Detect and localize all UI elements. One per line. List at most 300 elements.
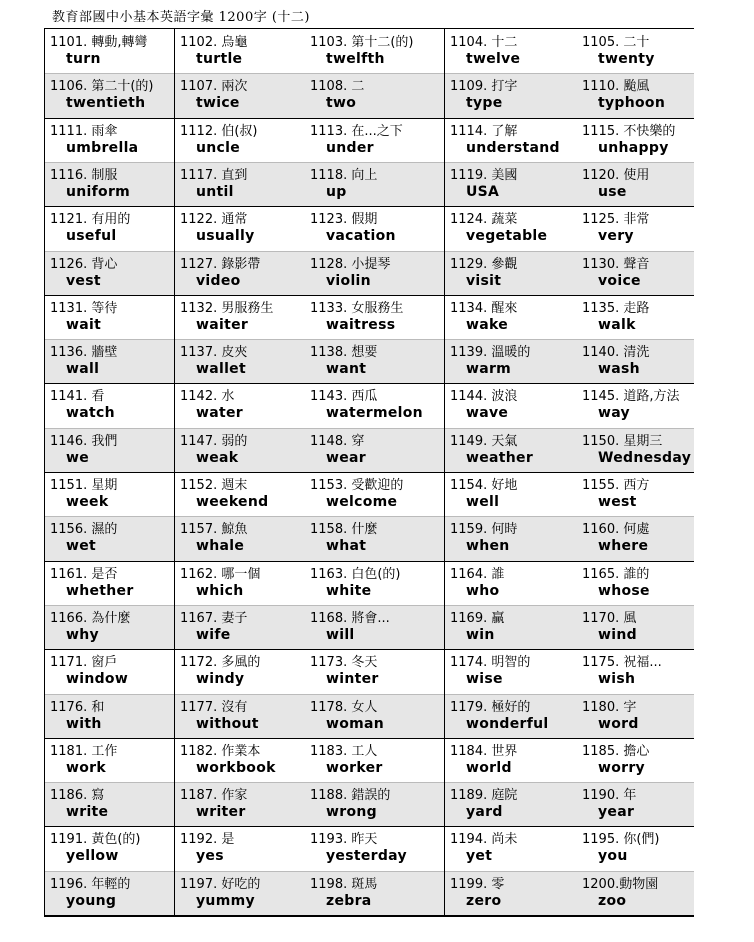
entry-word: will	[326, 626, 355, 643]
vocab-entry	[444, 339, 576, 383]
table-row	[44, 206, 694, 250]
entry-number-meaning: 1111. 雨傘	[50, 123, 118, 139]
entry-word: watermelon	[326, 405, 423, 422]
entry-word: waiter	[196, 316, 249, 333]
row-divider	[44, 782, 694, 783]
entry-word: word	[598, 715, 639, 732]
entry-number-meaning: 1199. 零	[450, 876, 505, 892]
entry-number-meaning: 1128. 小提琴	[310, 256, 391, 272]
row-divider	[44, 206, 694, 207]
entry-word: window	[66, 671, 129, 688]
entry-word: we	[66, 449, 90, 466]
entry-number-meaning: 1108. 二	[310, 79, 365, 95]
vocab-entry	[444, 162, 576, 206]
entry-number-meaning: 1109. 打字	[450, 79, 518, 95]
entry-word: whether	[66, 582, 134, 599]
vocab-entry	[576, 206, 694, 250]
row-divider	[44, 738, 694, 739]
entry-number-meaning: 1180. 字	[582, 699, 637, 715]
entry-number-meaning: 1134. 醒來	[450, 300, 518, 316]
column-divider	[174, 29, 175, 915]
entry-word: yesterday	[326, 848, 407, 865]
entry-word: voice	[598, 272, 641, 289]
entry-word: unhappy	[598, 139, 669, 156]
entry-number-meaning: 1143. 西瓜	[310, 389, 378, 405]
entry-number-meaning: 1151. 星期	[50, 478, 118, 493]
entry-number-meaning: 1139. 溫暖的	[450, 345, 531, 361]
table-row	[44, 871, 694, 915]
row-divider	[44, 339, 694, 340]
vocab-entry	[576, 73, 694, 117]
entry-number-meaning: 1200.動物園	[582, 876, 659, 892]
entry-word: worry	[598, 759, 645, 776]
entry-number-meaning: 1173. 冬天	[310, 655, 378, 671]
entry-word: walk	[598, 316, 636, 333]
entry-number-meaning: 1117. 直到	[180, 167, 248, 183]
entry-word: typhoon	[598, 95, 666, 112]
vocab-entry	[44, 738, 174, 782]
vocab-entry	[44, 118, 174, 162]
entry-word: umbrella	[66, 139, 139, 156]
vocab-entry	[174, 472, 304, 516]
vocab-entry	[576, 428, 694, 472]
entry-word: write	[66, 804, 109, 821]
vocab-entry	[44, 295, 174, 339]
entry-number-meaning: 1135. 走路	[582, 300, 650, 316]
vocab-entry	[304, 561, 444, 605]
vocab-entry	[576, 871, 694, 915]
entry-number-meaning: 1127. 錄影帶	[180, 256, 261, 272]
entry-word: workbook	[196, 759, 276, 776]
entry-number-meaning: 1185. 擔心	[582, 743, 650, 759]
table-row	[44, 561, 694, 605]
entry-word: winter	[326, 671, 379, 688]
entry-word: what	[326, 538, 367, 555]
vocab-entry	[174, 251, 304, 295]
entry-word: wet	[66, 538, 97, 555]
entry-number-meaning: 1145. 道路,方法	[582, 389, 680, 405]
entry-number-meaning: 1190. 年	[582, 788, 637, 804]
entry-number-meaning: 1176. 和	[50, 699, 105, 715]
entry-number-meaning: 1187. 作家	[180, 788, 248, 804]
vocab-entry	[576, 118, 694, 162]
entry-number-meaning: 1148. 穿	[310, 433, 365, 449]
entry-word: work	[66, 759, 106, 776]
vocab-entry	[44, 251, 174, 295]
entry-number-meaning: 1177. 沒有	[180, 699, 248, 715]
entry-number-meaning: 1160. 何處	[582, 522, 650, 538]
entry-number-meaning: 1113. 在...之下	[310, 123, 403, 139]
entry-word: turtle	[196, 51, 243, 67]
vocab-entry	[44, 428, 174, 472]
entry-word: USA	[466, 183, 500, 200]
entry-word: wallet	[196, 361, 246, 378]
entry-word: without	[196, 715, 259, 732]
entry-word: year	[598, 804, 635, 821]
row-divider	[44, 694, 694, 695]
entry-word: young	[66, 892, 117, 909]
entry-number-meaning: 1101. 轉動,轉彎	[50, 35, 148, 50]
entry-number-meaning: 1165. 誰的	[582, 566, 650, 582]
entry-number-meaning: 1195. 你(們)	[582, 832, 660, 848]
entry-word: twice	[196, 95, 240, 112]
entry-number-meaning: 1192. 是	[180, 832, 235, 848]
entry-word: windy	[196, 671, 245, 688]
vocab-entry	[174, 295, 304, 339]
table-row	[44, 649, 694, 693]
entry-word: understand	[466, 139, 560, 156]
entry-number-meaning: 1105. 二十	[582, 35, 650, 50]
entry-word: twentieth	[66, 95, 146, 112]
entry-word: under	[326, 139, 374, 156]
entry-number-meaning: 1138. 想要	[310, 345, 378, 361]
vocab-entry	[174, 73, 304, 117]
table-row	[44, 472, 694, 516]
entry-number-meaning: 1118. 向上	[310, 167, 378, 183]
entry-number-meaning: 1161. 是否	[50, 566, 118, 582]
entry-word: type	[466, 95, 503, 112]
entry-word: well	[466, 494, 500, 510]
vocab-entry	[304, 472, 444, 516]
entry-word: Wednesday	[598, 449, 692, 466]
vocab-entry	[444, 516, 576, 560]
vocab-entry	[576, 782, 694, 826]
entry-word: writer	[196, 804, 246, 821]
vocab-entry	[304, 649, 444, 693]
vocab-entry	[44, 29, 174, 73]
vocab-entry	[576, 295, 694, 339]
entry-word: want	[326, 361, 367, 378]
vocab-entry	[576, 561, 694, 605]
entry-word: why	[66, 626, 99, 643]
vocab-entry	[444, 73, 576, 117]
table-row	[44, 782, 694, 826]
entry-number-meaning: 1174. 明智的	[450, 655, 531, 671]
entry-word: whose	[598, 582, 650, 599]
vocab-entry	[174, 383, 304, 427]
row-divider	[44, 162, 694, 163]
table-row	[44, 339, 694, 383]
entry-number-meaning: 1124. 蔬菜	[450, 212, 518, 228]
entry-number-meaning: 1150. 星期三	[582, 433, 663, 449]
entry-number-meaning: 1178. 女人	[310, 699, 378, 715]
entry-word: white	[326, 582, 372, 599]
entry-number-meaning: 1144. 波浪	[450, 389, 518, 405]
entry-number-meaning: 1196. 年輕的	[50, 876, 131, 892]
entry-number-meaning: 1152. 週末	[180, 478, 248, 493]
entry-number-meaning: 1121. 有用的	[50, 212, 131, 228]
row-divider	[44, 472, 694, 473]
vocab-entry	[444, 871, 576, 915]
entry-word: very	[598, 228, 634, 245]
entry-word: wise	[466, 671, 503, 688]
vocab-entry	[174, 871, 304, 915]
row-divider	[44, 73, 694, 74]
row-divider	[44, 826, 694, 827]
entry-word: where	[598, 538, 649, 555]
row-divider	[44, 383, 694, 384]
vocab-entry	[444, 826, 576, 870]
table-row	[44, 383, 694, 427]
vocab-entry	[304, 295, 444, 339]
entry-word: usually	[196, 228, 255, 245]
vocab-entry	[444, 472, 576, 516]
vocab-entry	[174, 826, 304, 870]
entry-word: use	[598, 183, 627, 200]
entry-word: watch	[66, 405, 115, 422]
entry-word: yes	[196, 848, 224, 865]
vocab-entry	[304, 428, 444, 472]
vocab-entry	[576, 694, 694, 738]
vocab-entry	[304, 871, 444, 915]
entry-number-meaning: 1104. 十二	[450, 35, 518, 50]
entry-number-meaning: 1168. 將會...	[310, 610, 390, 626]
vocab-entry	[174, 428, 304, 472]
entry-number-meaning: 1137. 皮夾	[180, 345, 248, 361]
row-divider	[44, 516, 694, 517]
vocab-entry	[444, 428, 576, 472]
vocab-entry	[44, 826, 174, 870]
entry-word: useful	[66, 228, 117, 245]
vocab-entry	[444, 251, 576, 295]
entry-number-meaning: 1188. 錯誤的	[310, 788, 391, 804]
entry-word: yard	[466, 804, 503, 821]
vocab-entry	[174, 738, 304, 782]
vocab-entry	[304, 251, 444, 295]
entry-word: who	[466, 582, 500, 599]
entry-word: violin	[326, 272, 371, 289]
entry-word: water	[196, 405, 243, 422]
entry-number-meaning: 1167. 妻子	[180, 610, 248, 626]
row-divider	[44, 118, 694, 119]
entry-word: up	[326, 183, 347, 200]
entry-word: uniform	[66, 183, 131, 200]
entry-word: visit	[466, 272, 502, 289]
vocab-entry	[444, 29, 576, 73]
entry-number-meaning: 1198. 斑馬	[310, 876, 378, 892]
entry-number-meaning: 1129. 參觀	[450, 256, 518, 272]
entry-number-meaning: 1186. 寫	[50, 788, 105, 804]
vocab-entry	[174, 29, 304, 73]
entry-number-meaning: 1171. 窗戶	[50, 655, 118, 671]
entry-word: with	[66, 715, 102, 732]
entry-word: vegetable	[466, 228, 548, 245]
entry-word: video	[196, 272, 241, 289]
entry-number-meaning: 1126. 背心	[50, 256, 118, 272]
entry-number-meaning: 1179. 極好的	[450, 699, 531, 715]
vocab-entry	[576, 826, 694, 870]
vocab-entry	[174, 649, 304, 693]
vocabulary-table	[44, 28, 694, 917]
vocab-entry	[576, 339, 694, 383]
page-title: 教育部國中小基本英語字彙 1200字 (十二)	[52, 10, 310, 25]
entry-word: wonderful	[466, 715, 549, 732]
row-divider	[44, 871, 694, 872]
entry-number-meaning: 1119. 美國	[450, 167, 518, 183]
vocab-entry	[44, 561, 174, 605]
entry-word: you	[598, 848, 628, 865]
vocab-entry	[576, 605, 694, 649]
entry-number-meaning: 1125. 非常	[582, 212, 650, 228]
entry-number-meaning: 1172. 多風的	[180, 655, 261, 671]
entry-number-meaning: 1141. 看	[50, 389, 105, 405]
row-divider	[44, 561, 694, 562]
table-row	[44, 516, 694, 560]
entry-word: wait	[66, 316, 102, 333]
entry-word: zebra	[326, 892, 372, 909]
entry-word: wife	[196, 626, 231, 643]
entry-word: weekend	[196, 494, 269, 510]
entry-word: yummy	[196, 892, 255, 909]
vocab-entry	[444, 694, 576, 738]
vocab-entry	[576, 251, 694, 295]
entry-number-meaning: 1166. 為什麼	[50, 610, 131, 626]
vocab-entry	[44, 472, 174, 516]
vocab-entry	[444, 295, 576, 339]
entry-number-meaning: 1110. 颱風	[582, 79, 650, 95]
entry-number-meaning: 1182. 作業本	[180, 743, 261, 759]
entry-number-meaning: 1158. 什麼	[310, 522, 378, 538]
vocab-entry	[44, 649, 174, 693]
entry-number-meaning: 1189. 庭院	[450, 788, 518, 804]
vocab-entry	[444, 605, 576, 649]
entry-word: which	[196, 582, 244, 599]
entry-number-meaning: 1136. 牆壁	[50, 345, 118, 361]
table-row	[44, 29, 694, 73]
vocab-entry	[174, 694, 304, 738]
entry-number-meaning: 1131. 等待	[50, 300, 118, 316]
vocab-entry	[44, 782, 174, 826]
vocab-entry	[44, 871, 174, 915]
entry-number-meaning: 1107. 兩次	[180, 79, 248, 95]
vocab-entry	[304, 29, 444, 73]
column-divider	[444, 29, 445, 915]
entry-word: yet	[466, 848, 493, 865]
column-divider	[44, 29, 45, 915]
entry-word: twelve	[466, 51, 521, 67]
vocab-entry	[174, 118, 304, 162]
vocab-entry	[576, 29, 694, 73]
entry-word: until	[196, 183, 234, 200]
entry-number-meaning: 1156. 濕的	[50, 522, 118, 538]
entry-number-meaning: 1149. 天氣	[450, 433, 518, 449]
entry-word: wake	[466, 316, 509, 333]
vocab-entry	[576, 649, 694, 693]
entry-word: two	[326, 95, 357, 112]
entry-number-meaning: 1183. 工人	[310, 743, 378, 759]
entry-number-meaning: 1133. 女服務生	[310, 300, 404, 316]
entry-word: wind	[598, 626, 637, 643]
vocab-entry	[174, 561, 304, 605]
vocab-entry	[174, 206, 304, 250]
vocab-entry	[444, 738, 576, 782]
vocab-entry	[576, 162, 694, 206]
entry-number-meaning: 1102. 烏龜	[180, 35, 248, 50]
vocab-entry	[444, 782, 576, 826]
row-divider	[44, 428, 694, 429]
entry-number-meaning: 1112. 伯(叔)	[180, 123, 258, 139]
entry-word: warm	[466, 361, 512, 378]
entry-word: way	[598, 405, 630, 422]
entry-number-meaning: 1184. 世界	[450, 743, 518, 759]
vocab-entry	[44, 73, 174, 117]
entry-word: twenty	[598, 51, 655, 67]
vocab-entry	[44, 694, 174, 738]
table-row	[44, 826, 694, 870]
vocab-entry	[304, 383, 444, 427]
entry-number-meaning: 1153. 受歡迎的	[310, 478, 404, 493]
entry-number-meaning: 1140. 清洗	[582, 345, 650, 361]
entry-word: turn	[66, 51, 101, 67]
table-row	[44, 251, 694, 295]
entry-word: when	[466, 538, 510, 555]
entry-number-meaning: 1169. 贏	[450, 610, 505, 626]
entry-number-meaning: 1154. 好地	[450, 478, 518, 493]
row-divider	[44, 295, 694, 296]
entry-word: wrong	[326, 804, 377, 821]
row-divider	[44, 605, 694, 606]
entry-word: weather	[466, 449, 534, 466]
vocab-entry	[576, 383, 694, 427]
entry-word: whale	[196, 538, 245, 555]
entry-word: west	[598, 494, 637, 510]
entry-word: welcome	[326, 494, 398, 510]
entry-number-meaning: 1122. 通常	[180, 212, 248, 228]
vocab-entry	[304, 162, 444, 206]
entry-word: zero	[466, 892, 502, 909]
vocab-entry	[304, 206, 444, 250]
vocab-entry	[444, 383, 576, 427]
vocab-entry	[304, 782, 444, 826]
entry-word: week	[66, 494, 109, 510]
vocab-entry	[304, 516, 444, 560]
vocab-entry	[174, 605, 304, 649]
vocab-entry	[304, 826, 444, 870]
entry-number-meaning: 1120. 使用	[582, 167, 650, 183]
entry-number-meaning: 1146. 我們	[50, 433, 118, 449]
vocab-entry	[44, 339, 174, 383]
entry-word: wave	[466, 405, 509, 422]
vocab-entry	[174, 162, 304, 206]
entry-word: world	[466, 759, 512, 776]
vocab-entry	[304, 694, 444, 738]
entry-word: zoo	[598, 892, 627, 909]
vocab-entry	[576, 738, 694, 782]
entry-number-meaning: 1157. 鯨魚	[180, 522, 248, 538]
table-row	[44, 118, 694, 162]
entry-number-meaning: 1116. 制服	[50, 167, 118, 183]
entry-number-meaning: 1197. 好吃的	[180, 876, 261, 892]
vocab-entry	[304, 605, 444, 649]
row-divider	[44, 649, 694, 650]
vocab-entry	[174, 782, 304, 826]
table-row	[44, 73, 694, 117]
vocab-entry	[444, 561, 576, 605]
entry-number-meaning: 1114. 了解	[450, 123, 518, 139]
vocab-entry	[444, 649, 576, 693]
vocab-entry	[304, 73, 444, 117]
entry-word: wall	[66, 361, 100, 378]
vocab-entry	[576, 516, 694, 560]
vocab-entry	[444, 118, 576, 162]
entry-number-meaning: 1162. 哪一個	[180, 566, 261, 582]
table-row	[44, 295, 694, 339]
vocab-entry	[44, 605, 174, 649]
entry-word: wash	[598, 361, 640, 378]
table-row	[44, 738, 694, 782]
entry-number-meaning: 1142. 水	[180, 389, 235, 405]
entry-number-meaning: 1147. 弱的	[180, 433, 248, 449]
